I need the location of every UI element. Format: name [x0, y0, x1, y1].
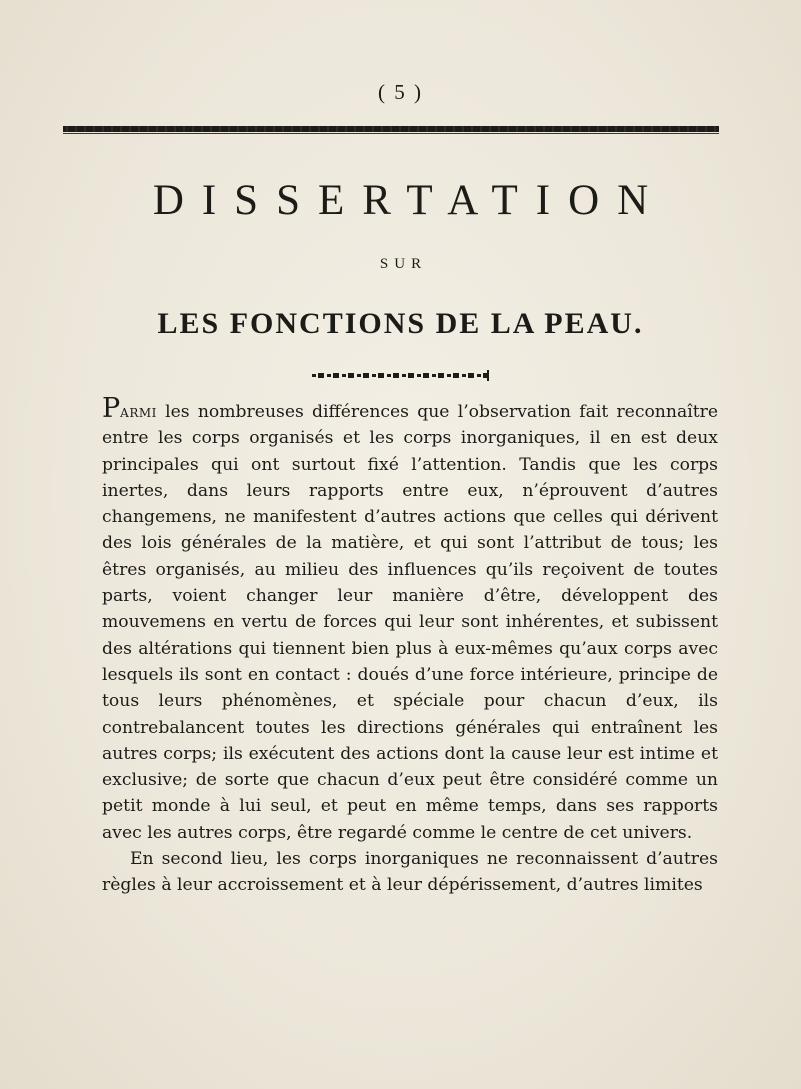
body-text [102, 395, 718, 899]
top-rule [63, 126, 719, 132]
paragraph-1 [102, 395, 718, 846]
paragraph-1-text: les nombreuses différences que l’observation fait reconnaître entre les corps organisés et les corps inorganiques, il en est deux principales qui ont surtout fixé l’attention. Tandis que les corps inertes, dans leurs rapports entre eux, n’éprouvent d’autres changemens, ne manifestent d’autres actions que celles qui dérivent des lois générales de la matière, et qui sont l’attribut de tous; les êtres organisés, au milieu des influences qu’ils reçoivent de toutes parts, voient changer leur manière d’être, développent des mouvemens en vertu de forces qui leur sont inhérentes, et subissent des altérations qui tiennent bien plus à eux-mêmes qu’aux corps avec lesquels ils sont en contact : doués d’une force intérieure, principe de tous leurs phénomènes, et spéciale pour chacun d’eux, ils contrebalancent toutes les directions générales qui entraînent les autres corps; ils exécutent des actions dont la cause leur est intime et exclusive; de sorte que chacun d’eux peut être considéré comme un petit monde à lui seul, et peut en même temps, dans ses rapports avec les autres corps, être regardé comme le centre de cet univers. [102, 402, 718, 843]
ornament-divider [0, 368, 801, 384]
page-title: DISSERTATION [152, 177, 667, 224]
title-connector: SUR [379, 256, 428, 272]
paragraph-2: En second lieu, les corps inorganiques ne reconnaissent d’autres règles à leur accroissement et à leur dépérissement, d’autres limites [102, 849, 718, 896]
top-rule-thin [63, 133, 719, 134]
initial-letter: P [102, 393, 121, 424]
page-subtitle: LES FONCTIONS DE LA PEAU. [157, 307, 644, 340]
initial-word-rest: armi [120, 402, 157, 422]
page-number: ( 5 ) [378, 80, 423, 104]
